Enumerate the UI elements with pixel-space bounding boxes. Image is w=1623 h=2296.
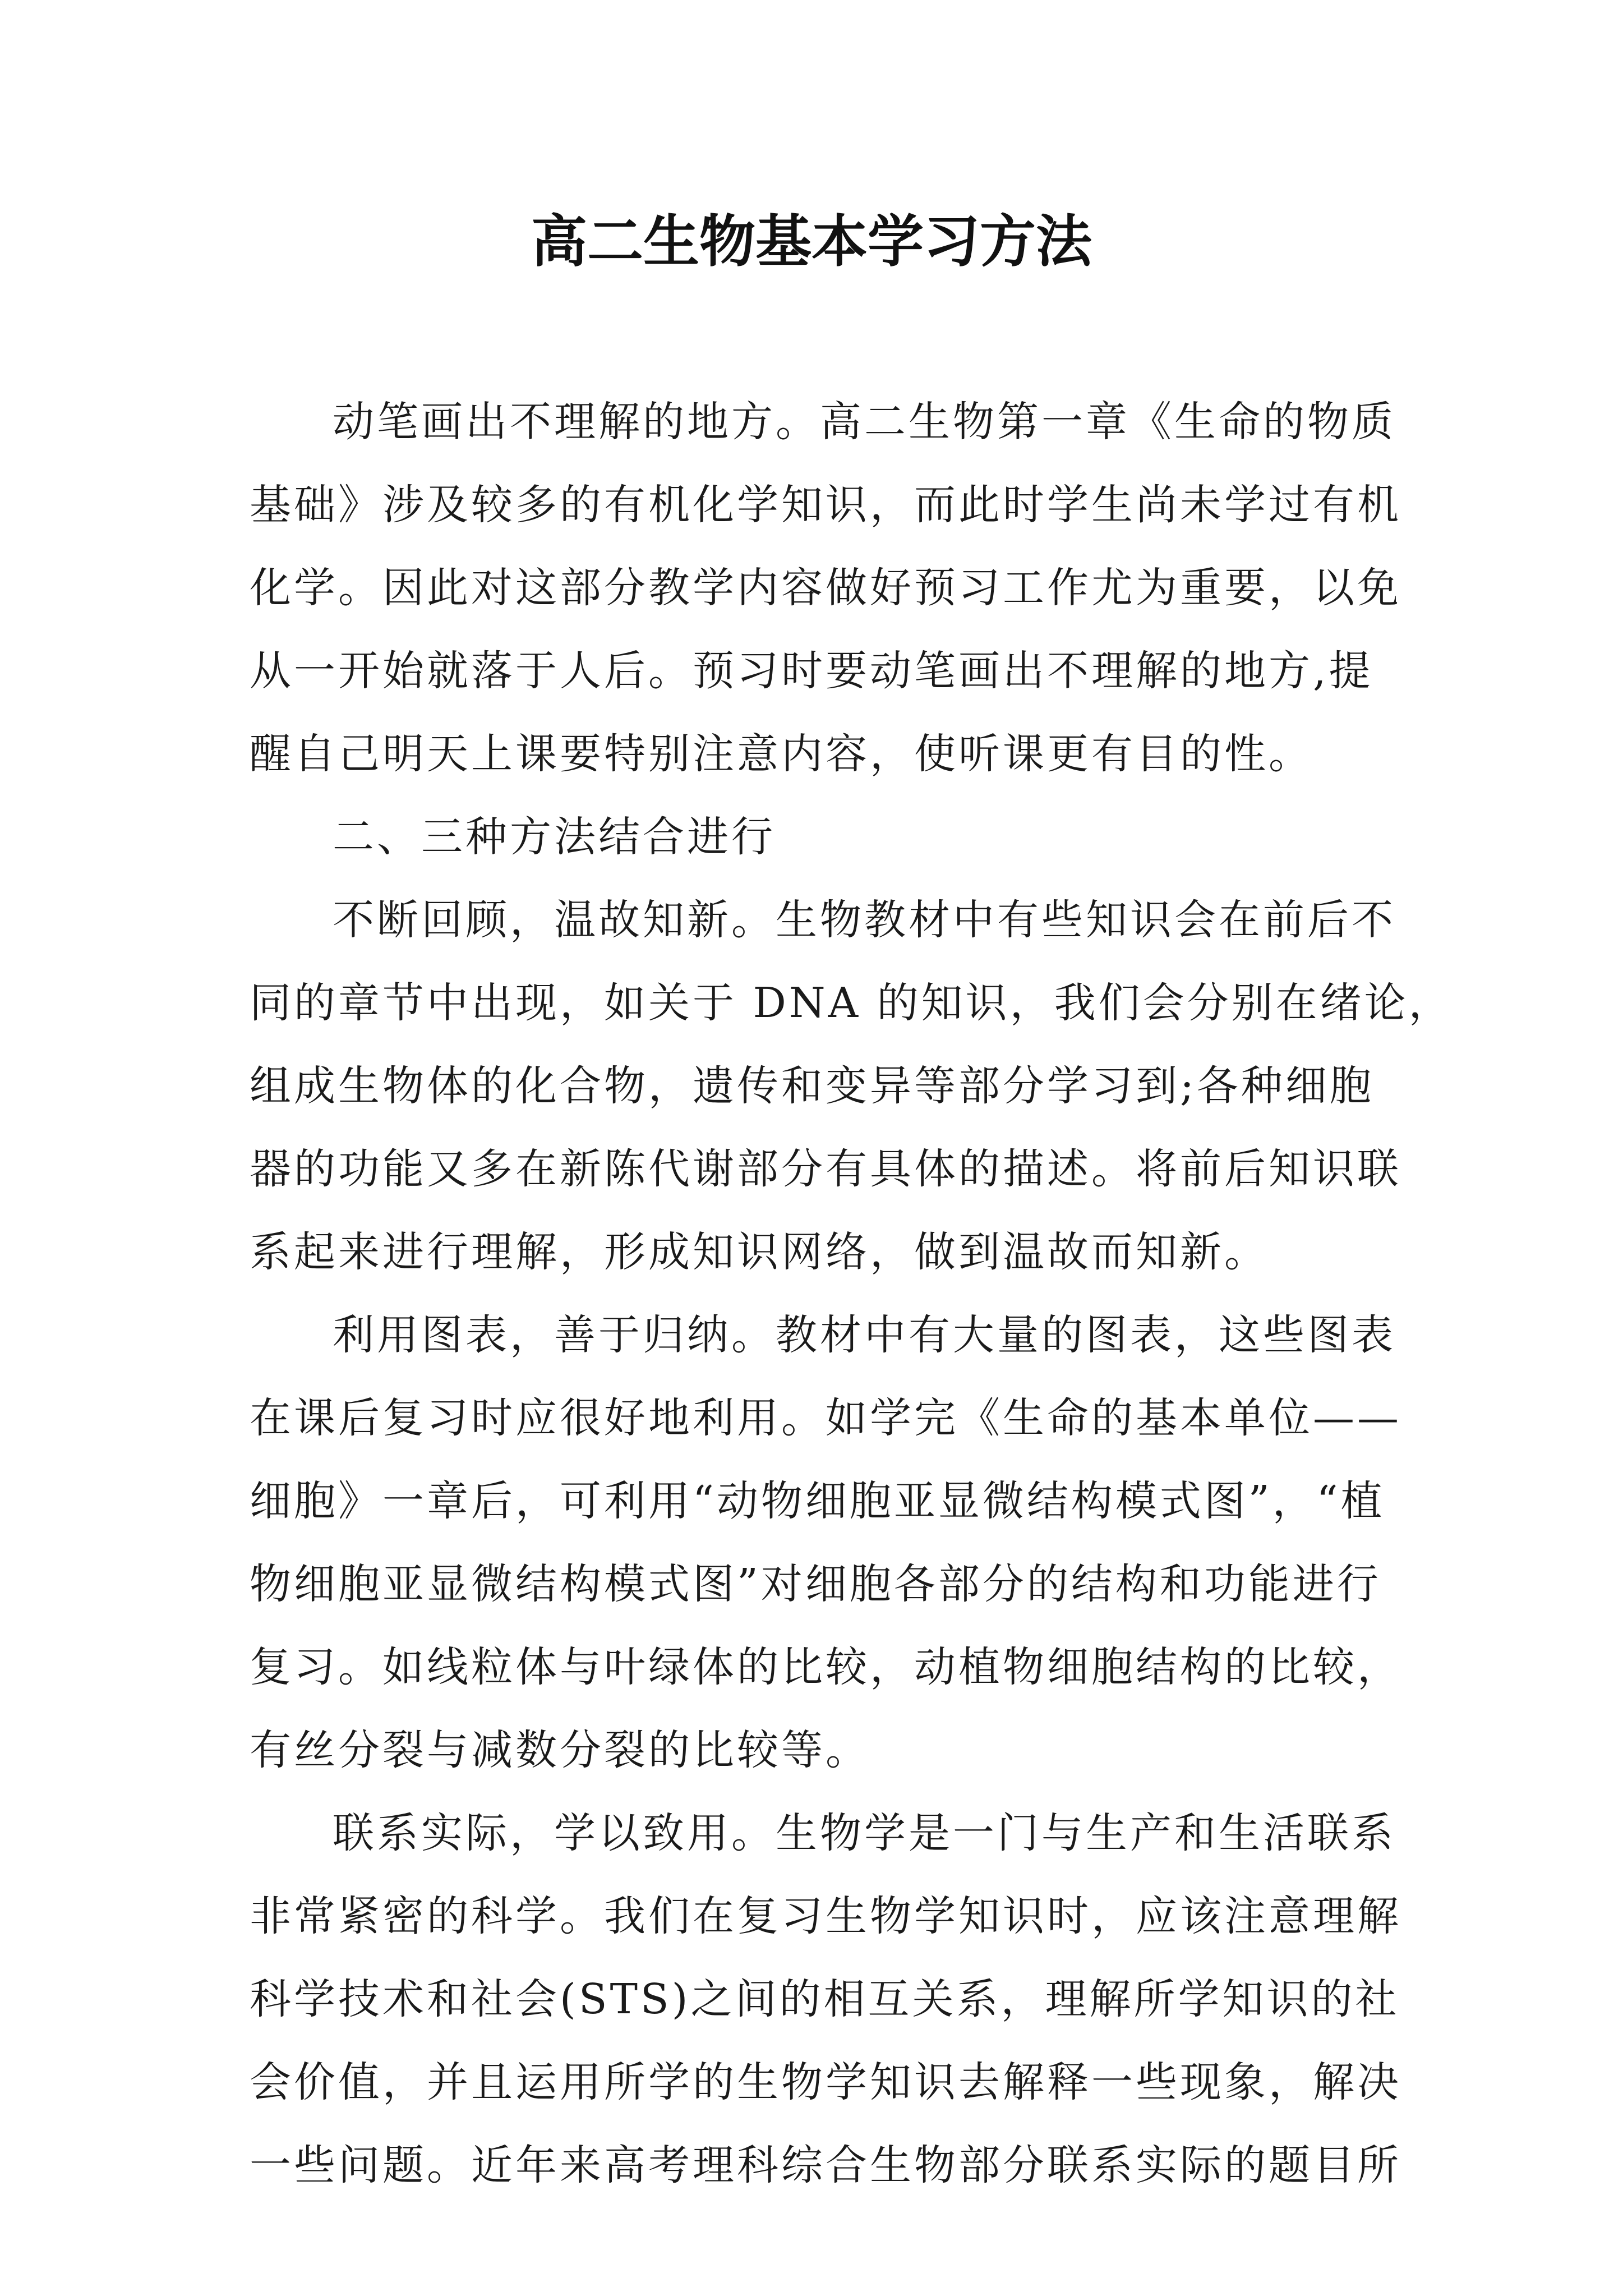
text-line: 会价值，并且运用所学的生物学知识去解释一些现象，解决 xyxy=(250,2058,1401,2106)
text-line: 细胞》一章后，可利用“动物细胞亚显微结构模式图”，“植 xyxy=(250,1477,1385,1525)
text-line: 科学技术和社会(STS)之间的相互关系，理解所学知识的社 xyxy=(250,1975,1400,2023)
text-line: 二、三种方法结合进行 xyxy=(333,813,776,861)
text-line: 在课后复习时应很好地利用。如学完《生命的基本单位—— xyxy=(250,1394,1401,1442)
text-line: 非常紧密的科学。我们在复习生物学知识时，应该注意理解 xyxy=(250,1892,1401,1940)
text-line: 联系实际，学以致用。生物学是一门与生产和生活联系 xyxy=(333,1809,1396,1857)
text-line: 基础》涉及较多的有机化学知识，而此时学生尚未学过有机 xyxy=(250,481,1401,529)
text-line: 一些问题。近年来高考理科综合生物部分联系实际的题目所 xyxy=(250,2141,1401,2189)
text-line: 不断回顾，温故知新。生物教材中有些知识会在前后不 xyxy=(333,896,1396,944)
text-line: 器的功能又多在新陈代谢部分有具体的描述。将前后知识联 xyxy=(250,1145,1401,1193)
text-line: 醒自己明天上课要特别注意内容，使听课更有目的性。 xyxy=(250,730,1313,778)
section-heading xyxy=(250,795,1371,878)
document-body xyxy=(250,380,1453,2207)
text-line: 从一开始就落于人后。预习时要动笔画出不理解的地方,提 xyxy=(250,647,1373,695)
paragraph-charts xyxy=(250,1294,1401,1792)
text-line: 利用图表，善于归纳。教材中有大量的图表，这些图表 xyxy=(333,1311,1396,1359)
paragraph-practice xyxy=(250,1792,1401,2207)
page-title: 高二生物基本学习方法 xyxy=(531,208,1092,274)
text-line: 组成生物体的化合物，遗传和变异等部分学习到;各种细胞 xyxy=(250,1062,1374,1110)
text-line: 系起来进行理解，形成知识网络，做到温故而知新。 xyxy=(250,1228,1269,1276)
paragraph-review xyxy=(250,878,1453,1294)
text-line: 同的章节中出现，如关于 DNA 的知识，我们会分别在绪论， xyxy=(250,979,1453,1027)
text-line: 物细胞亚显微结构模式图”对细胞各部分的结构和功能进行 xyxy=(250,1560,1381,1608)
text-line: 有丝分裂与减数分裂的比较等。 xyxy=(250,1726,870,1774)
text-line: 复习。如线粒体与叶绿体的比较，动植物细胞结构的比较， xyxy=(250,1643,1401,1691)
paragraph-preview-marking xyxy=(250,380,1401,795)
text-line: 化学。因此对这部分教学内容做好预习工作尤为重要，以免 xyxy=(250,564,1401,612)
text-line: 动笔画出不理解的地方。高二生物第一章《生命的物质 xyxy=(333,398,1396,446)
